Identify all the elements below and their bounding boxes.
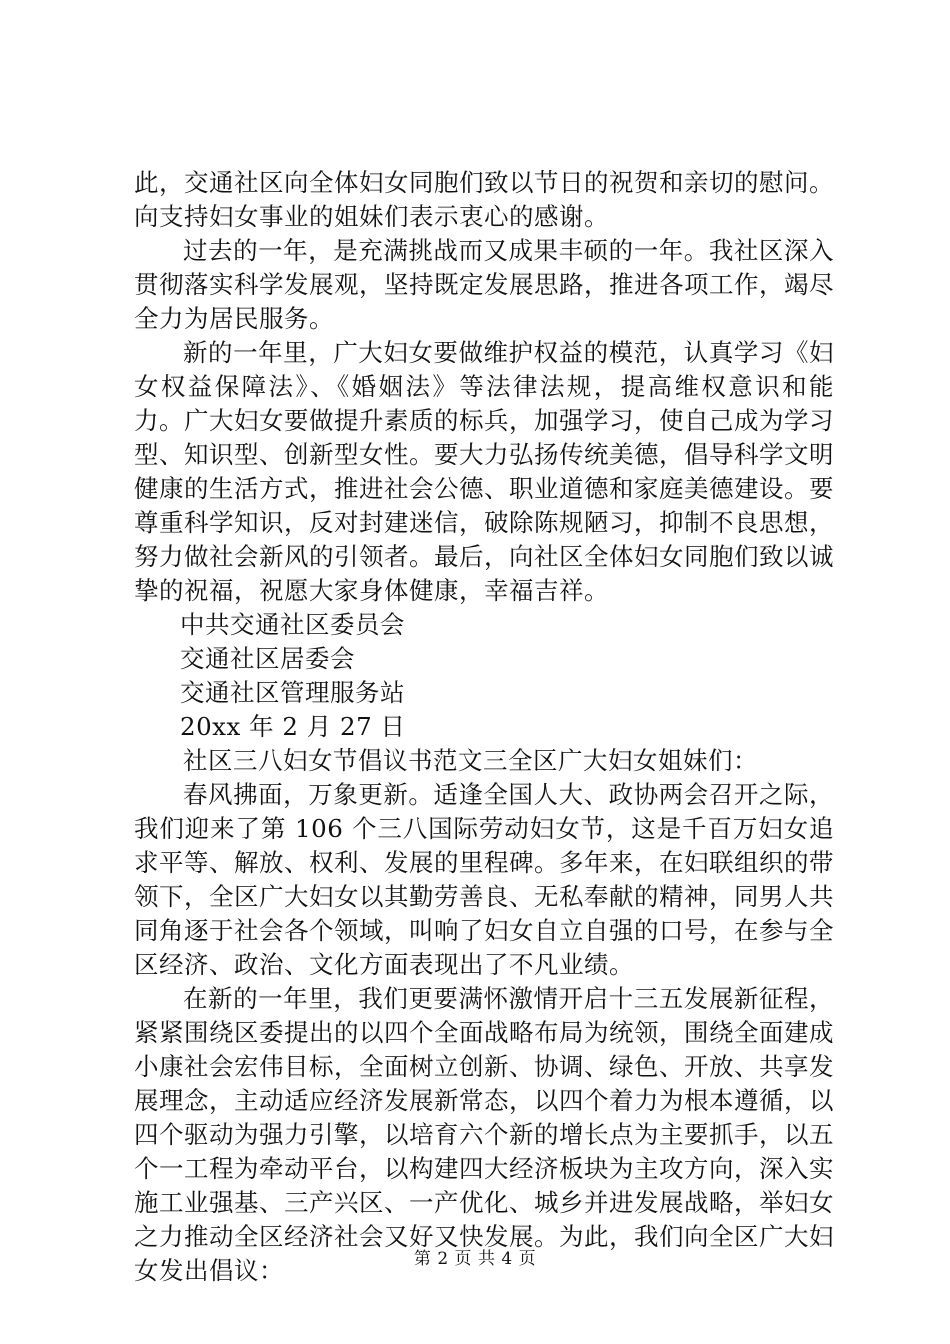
paragraph-initiative: 在新的一年里，我们更要满怀激情开启十三五发展新征程，紧紧围绕区委提出的以四个全面战略布局为统领，围绕全面建成小康社会宏伟目标，全面树立创新、协调、绿色、开放、共享发展理念，主动适应经济发展新常态，以四个着力为根本遵循，以四个驱动为强力引擎，以培育六个新的增长点为主要抓手，以五个一工程为牵动平台，以构建四大经济板块为主攻方向，深入实施工业强基、三产兴区、一产优化、城乡并进发展战略，举妇女之力推动全区经济社会又好又快发展。为此，我们向全区广大妇女发出倡议： [134, 984, 834, 1285]
paragraph-new-year: 新的一年里，广大妇女要做维护权益的模范，认真学习《妇女权益保障法》、《婚姻法》等法律法规，提高维权意识和能力。广大妇女要做提升素质的标兵，加强学习，使自己成为学习型、知识型、创新型女性。要大力弘扬传统美德，倡导科学文明健康的生活方式，推进社会公德、职业道德和家庭美德建设。要尊重科学知识，反对封建迷信，破除陈规陋习，抑制不良思想，努力做社会新风的引领者。最后，向社区全体妇女同胞们致以诚挚的祝福，祝愿大家身体健康，幸福吉祥。 [134, 338, 834, 605]
signature-residents-committee: 交通社区居委会 [180, 644, 355, 673]
signature-party-committee: 中共交通社区委员会 [180, 610, 405, 639]
page-indicator: 第 2 页 共 4 页 [413, 1249, 537, 1269]
paragraph-continuation: 此，交通社区向全体妇女同胞们致以节日的祝贺和亲切的慰问。向支持妇女事业的姐妹们表示衷心的感谢。 [134, 168, 834, 231]
signature-service-station: 交通社区管理服务站 [180, 678, 405, 707]
paragraph-past-year: 过去的一年，是充满挑战而又成果丰硕的一年。我社区深入贯彻落实科学发展观，坚持既定发展思路，推进各项工作，竭尽全力为居民服务。 [134, 236, 834, 333]
document-body [134, 166, 834, 1288]
paragraph-spring: 春风拂面，万象更新。适逢全国人大、政协两会召开之际，我们迎来了第 106 个三八国际劳动妇女节，这是千百万妇女追求平等、解放、权利、发展的里程碑。多年来，在妇联组织的带领下，全区广大妇女以其勤劳善良、无私奉献的精神，同男人共同角逐于社会各个领域，叫响了妇女自立自强的口号，在参与全区经济、政治、文化方面表现出了不凡业绩。 [134, 780, 834, 979]
section-heading: 社区三八妇女节倡议书范文三全区广大妇女姐妹们： [183, 746, 758, 775]
signature-date: 20xx 年 2 月 27 日 [180, 712, 406, 741]
